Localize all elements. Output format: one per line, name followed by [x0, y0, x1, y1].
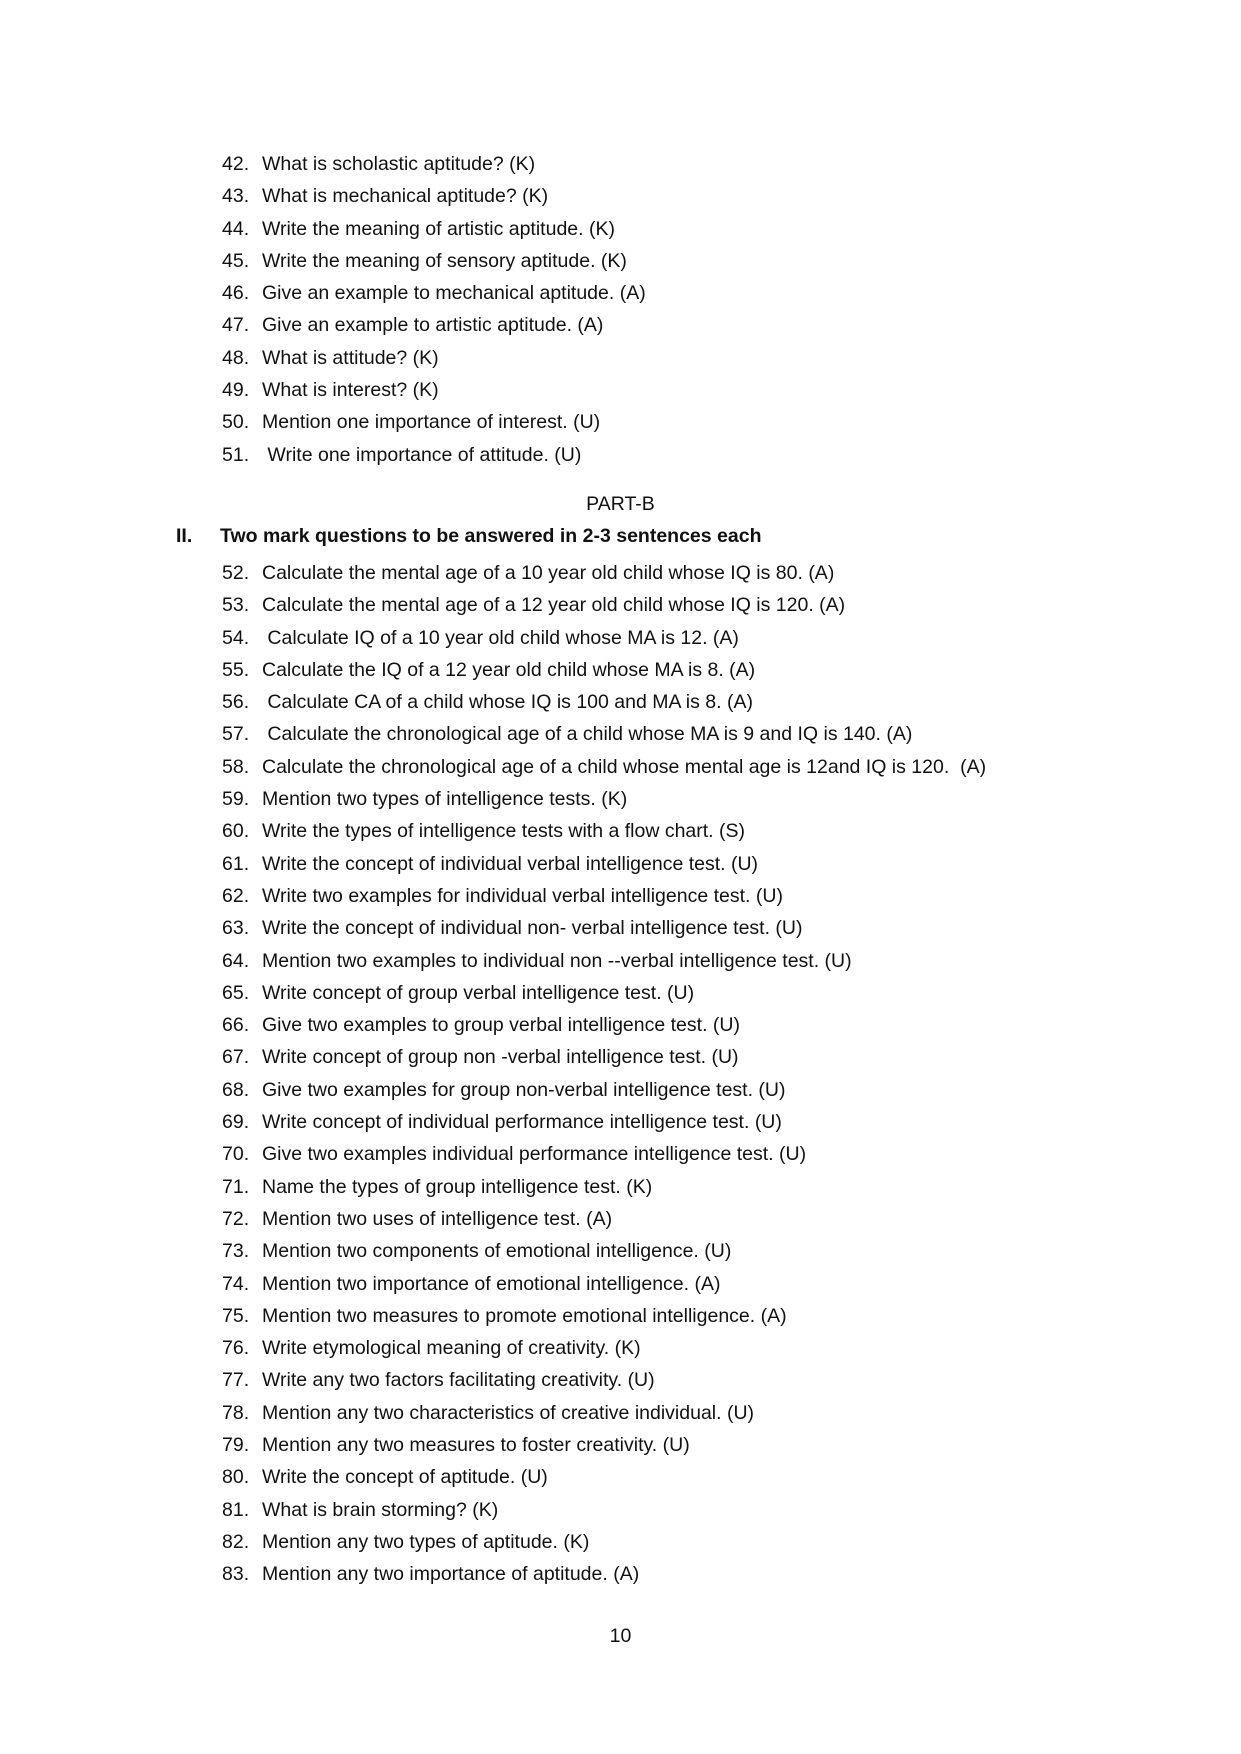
question-text: Mention two uses of intelligence test. (A) — [262, 1207, 613, 1230]
question-number: 50. — [222, 411, 250, 434]
question-text: Write any two factors facilitating creativity. (U) — [262, 1369, 655, 1392]
question-item — [222, 439, 646, 471]
question-text: Write concept of individual performance intelligence test. (U) — [262, 1111, 782, 1134]
question-item — [222, 1235, 986, 1267]
question-text: Write etymological meaning of creativity. (K) — [262, 1337, 641, 1360]
question-item — [222, 1397, 986, 1429]
question-number: 75. — [222, 1304, 250, 1327]
question-item — [222, 277, 646, 309]
question-text: Mention two types of intelligence tests. (K) — [262, 788, 628, 811]
question-number: 48. — [222, 346, 250, 369]
question-list-part-b — [222, 557, 986, 1591]
question-text: Write the meaning of artistic aptitude. (K) — [262, 217, 615, 240]
question-item — [222, 589, 986, 621]
question-item — [222, 1074, 986, 1106]
question-number: 79. — [222, 1434, 250, 1457]
question-item — [222, 977, 986, 1009]
question-item — [222, 1138, 986, 1170]
question-item — [222, 1461, 986, 1493]
question-text: What is interest? (K) — [262, 379, 439, 402]
question-item — [222, 1106, 986, 1138]
question-text: Mention any two measures to foster creativity. (U) — [262, 1434, 690, 1457]
question-number: 67. — [222, 1046, 250, 1069]
question-text: Name the types of group intelligence test. (K) — [262, 1175, 653, 1198]
question-text: Give an example to mechanical aptitude. (A) — [262, 282, 646, 305]
question-text: Mention any two importance of aptitude. (A) — [262, 1563, 640, 1586]
question-item — [222, 718, 986, 750]
question-text: Write the meaning of sensory aptitude. (K) — [262, 249, 627, 272]
question-text: Mention two measures to promote emotional intelligence. (A) — [262, 1304, 787, 1327]
question-item — [222, 342, 646, 374]
question-item — [222, 557, 986, 589]
question-item — [222, 848, 986, 880]
question-item — [222, 245, 646, 277]
question-text: Give two examples for group non-verbal intelligence test. (U) — [262, 1078, 786, 1101]
question-text: Write the types of intelligence tests with a flow chart. (S) — [262, 820, 746, 843]
question-text: Write concept of group non -verbal intelligence test. (U) — [262, 1046, 739, 1069]
question-number: 73. — [222, 1240, 250, 1263]
question-text: Calculate CA of a child whose IQ is 100 and MA is 8. (A) — [262, 691, 753, 714]
question-number: 45. — [222, 249, 250, 272]
question-item — [222, 213, 646, 245]
question-item — [222, 1526, 986, 1558]
question-text: Calculate the chronological age of a child whose MA is 9 and IQ is 140. (A) — [262, 723, 913, 746]
question-text: Calculate the IQ of a 12 year old child whose MA is 8. (A) — [262, 658, 756, 681]
question-text: Write the concept of individual non- verbal intelligence test. (U) — [262, 917, 803, 940]
question-item — [222, 1300, 986, 1332]
section-heading — [176, 520, 761, 552]
part-title: PART-B — [586, 493, 655, 515]
question-text: Write one importance of attitude. (U) — [262, 443, 582, 466]
question-number: 62. — [222, 884, 250, 907]
question-list-part-a — [222, 148, 646, 471]
question-number: 71. — [222, 1175, 250, 1198]
question-text: Write the concept of aptitude. (U) — [262, 1466, 548, 1489]
question-text: What is mechanical aptitude? (K) — [262, 185, 549, 208]
question-number: 49. — [222, 379, 250, 402]
question-item — [222, 406, 646, 438]
question-item — [222, 180, 646, 212]
question-number: 76. — [222, 1337, 250, 1360]
question-number: 74. — [222, 1272, 250, 1295]
question-number: 59. — [222, 788, 250, 811]
question-item — [222, 148, 646, 180]
question-item — [222, 1203, 986, 1235]
question-text: Give two examples to group verbal intelligence test. (U) — [262, 1014, 740, 1037]
question-number: 72. — [222, 1207, 250, 1230]
question-number: 63. — [222, 917, 250, 940]
question-number: 44. — [222, 217, 250, 240]
question-number: 43. — [222, 185, 250, 208]
question-number: 51. — [222, 443, 250, 466]
question-item — [222, 622, 986, 654]
question-text: Write the concept of individual verbal intelligence test. (U) — [262, 852, 759, 875]
question-item — [222, 1558, 986, 1590]
question-text: Give two examples individual performance intelligence test. (U) — [262, 1143, 807, 1166]
question-number: 55. — [222, 658, 250, 681]
question-text: Mention two components of emotional intelligence. (U) — [262, 1240, 732, 1263]
question-text: Mention any two characteristics of creative individual. (U) — [262, 1401, 755, 1424]
question-item — [222, 686, 986, 718]
question-text: Calculate the mental age of a 10 year old child whose IQ is 80. (A) — [262, 562, 835, 584]
question-item — [222, 654, 986, 686]
question-number: 46. — [222, 282, 250, 305]
question-item — [222, 1171, 986, 1203]
question-item — [222, 815, 986, 847]
question-number: 66. — [222, 1014, 250, 1037]
question-item — [222, 1268, 986, 1300]
question-number: 82. — [222, 1530, 250, 1553]
question-text: Calculate the chronological age of a child whose mental age is 12and IQ is 120. (A) — [262, 755, 987, 778]
question-number: 57. — [222, 723, 250, 746]
question-number: 70. — [222, 1143, 250, 1166]
question-number: 53. — [222, 594, 250, 617]
question-item — [222, 783, 986, 815]
question-item — [222, 374, 646, 406]
question-item — [222, 945, 986, 977]
question-text: Write concept of group verbal intelligence test. (U) — [262, 981, 695, 1004]
question-item — [222, 880, 986, 912]
question-text: What is attitude? (K) — [262, 346, 439, 369]
question-number: 58. — [222, 755, 250, 778]
page-number: 10 — [609, 1625, 632, 1647]
question-number: 60. — [222, 820, 250, 843]
question-text: Write two examples for individual verbal intelligence test. (U) — [262, 884, 783, 907]
question-text: Calculate IQ of a 10 year old child whose MA is 12. (A) — [262, 626, 739, 649]
question-item — [222, 1429, 986, 1461]
question-item — [222, 1364, 986, 1396]
question-number: 42. — [222, 153, 250, 175]
question-number: 52. — [222, 562, 250, 584]
section-heading-text: Two mark questions to be answered in 2-3 sentences each — [220, 525, 762, 547]
question-number: 56. — [222, 691, 250, 714]
question-text: Give an example to artistic aptitude. (A) — [262, 314, 604, 337]
question-text: Mention two importance of emotional intelligence. (A) — [262, 1272, 721, 1295]
question-number: 77. — [222, 1369, 250, 1392]
question-number: 64. — [222, 949, 250, 972]
question-number: 54. — [222, 626, 250, 649]
question-item — [222, 1041, 986, 1073]
question-text: What is brain storming? (K) — [262, 1498, 499, 1521]
question-text: Mention any two types of aptitude. (K) — [262, 1530, 590, 1553]
question-number: 80. — [222, 1466, 250, 1489]
question-number: 83. — [222, 1563, 250, 1586]
question-text: What is scholastic aptitude? (K) — [262, 153, 536, 175]
question-item — [222, 912, 986, 944]
question-text: Mention one importance of interest. (U) — [262, 411, 601, 434]
question-item — [222, 1009, 986, 1041]
question-item — [222, 1494, 986, 1526]
question-number: 78. — [222, 1401, 250, 1424]
question-number: 65. — [222, 981, 250, 1004]
question-number: 81. — [222, 1498, 250, 1521]
question-item — [222, 309, 646, 341]
question-item — [222, 751, 986, 783]
question-item — [222, 1332, 986, 1364]
question-number: 68. — [222, 1078, 250, 1101]
section-roman-numeral: II. — [176, 525, 193, 547]
question-text: Mention two examples to individual non --verbal intelligence test. (U) — [262, 949, 852, 972]
question-number: 69. — [222, 1111, 250, 1134]
question-text: Calculate the mental age of a 12 year old child whose IQ is 120. (A) — [262, 594, 846, 617]
question-number: 47. — [222, 314, 250, 337]
question-number: 61. — [222, 852, 250, 875]
